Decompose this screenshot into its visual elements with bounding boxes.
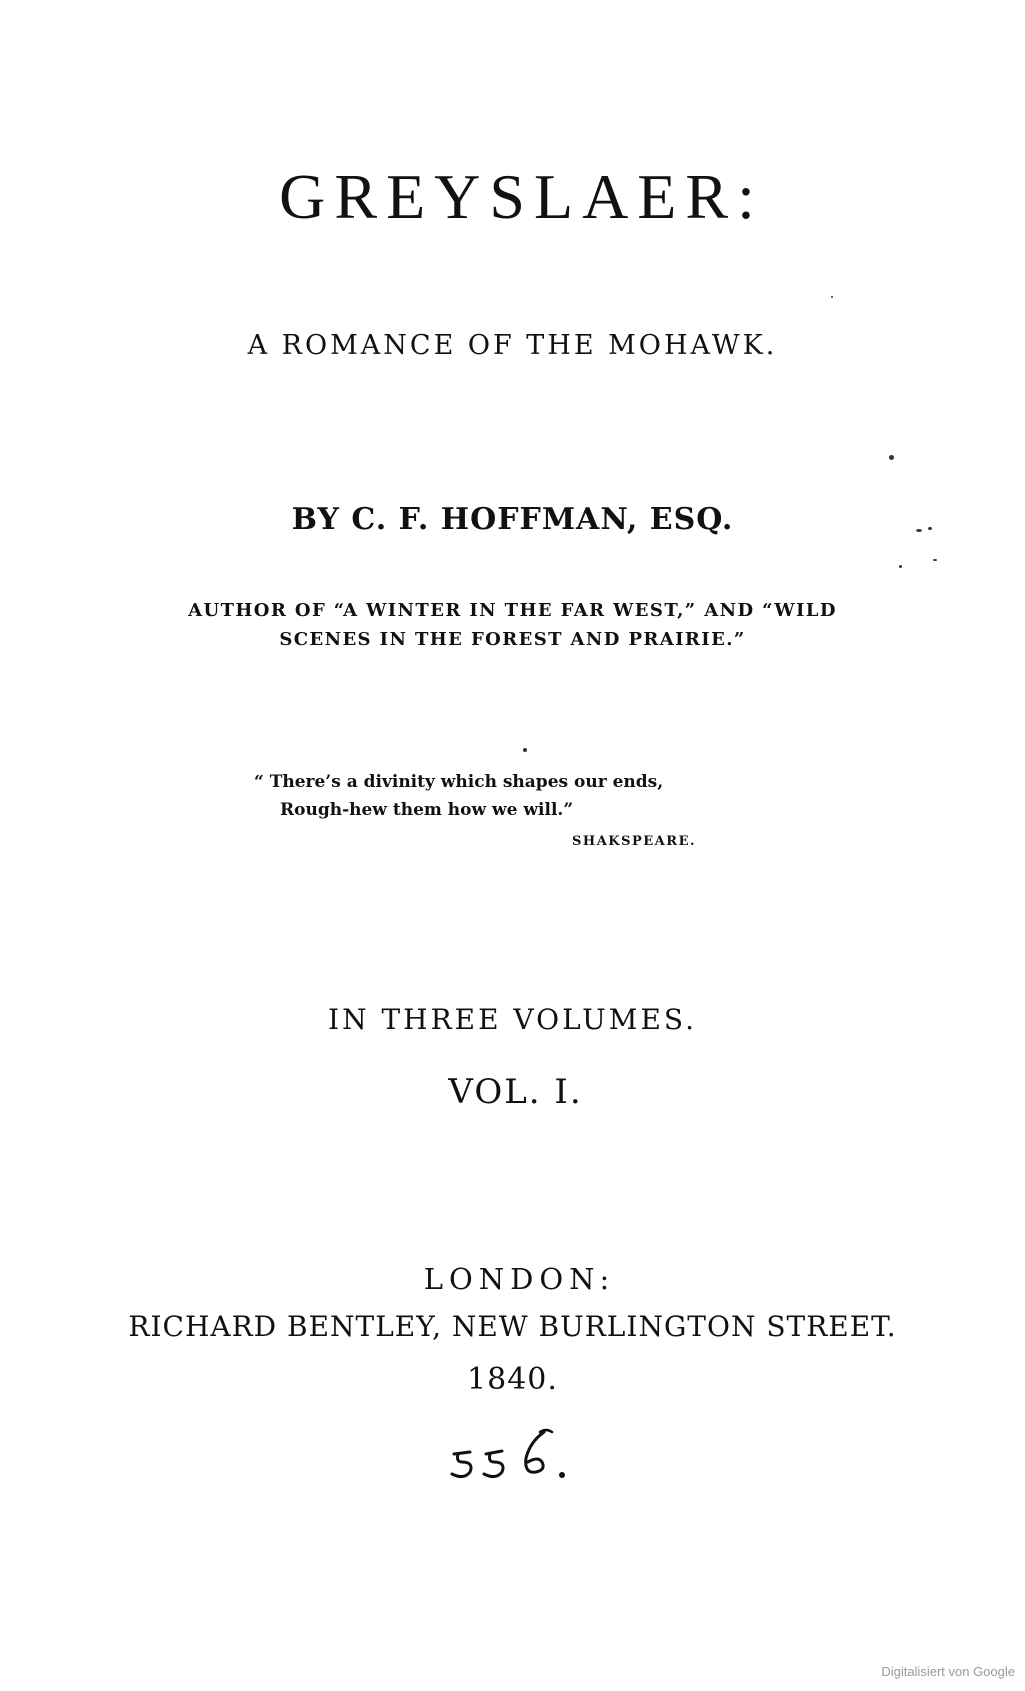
scan-speck [899,565,902,568]
epigraph [254,768,714,856]
handwritten-shelf-mark [440,1420,600,1490]
credits-line-2: SCENES IN THE FOREST AND PRAIRIE.” [279,629,746,650]
book-title: GREYSLAER: [279,161,764,232]
book-subtitle: A ROMANCE OF THE MOHAWK. [247,330,778,361]
epigraph-line-1: “ There’s a divinity which shapes our ends, [254,772,664,792]
epigraph-line-2: Rough-hew them how we will.” [280,800,574,820]
volume-number: VOL. I. [448,1072,583,1112]
scan-speck [889,455,894,460]
imprint-city: LONDON: [423,1262,616,1296]
credits-line-1: AUTHOR OF “A WINTER IN THE FAR WEST,” AND “WILD [188,600,837,621]
author-credits [0,596,1025,654]
epigraph-attribution: SHAKSPEARE. [572,834,696,849]
scan-speck [928,527,932,530]
imprint-year: 1840. [467,1362,558,1397]
scan-speck [916,529,922,532]
digitization-watermark: Digitalisiert von Google [881,1664,1015,1679]
imprint-publisher: RICHARD BENTLEY, NEW BURLINGTON STREET. [128,1310,897,1343]
scan-speck [831,296,833,298]
volumes-statement: IN THREE VOLUMES. [328,1003,697,1036]
scan-speck [523,748,527,752]
scan-speck [933,559,937,561]
author-line: BY C. F. HOFFMAN, ESQ. [291,502,734,537]
